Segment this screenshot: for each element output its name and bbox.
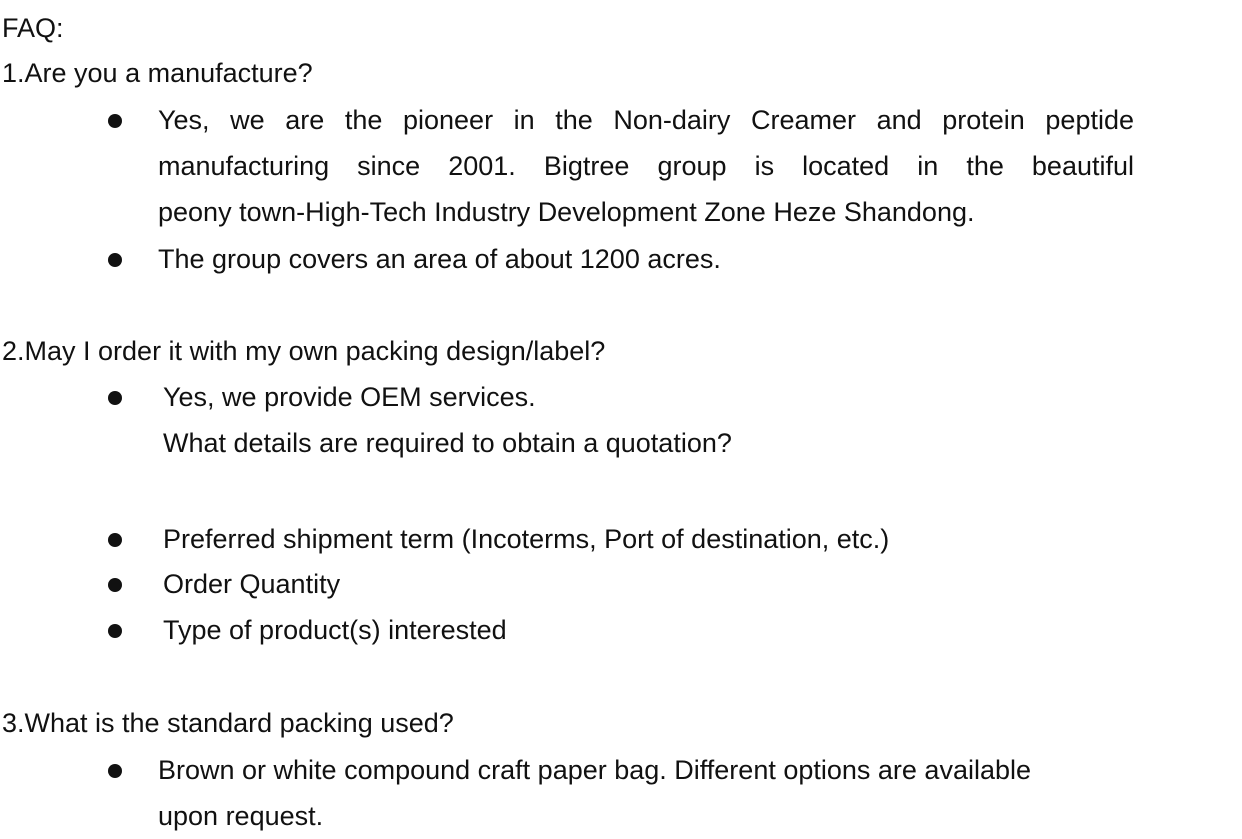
faq-heading: FAQ: xyxy=(2,13,64,43)
answer-2: Yes, we provide OEM services. xyxy=(163,382,536,412)
question-2: 2.May I order it with my own packing design/label? xyxy=(2,336,606,366)
bullet-icon xyxy=(108,578,122,592)
quotation-item-3: Type of product(s) interested xyxy=(163,615,507,645)
quotation-item-1: Preferred shipment term (Incoterms, Port of destination, etc.) xyxy=(163,524,890,554)
bullet-icon xyxy=(108,391,122,405)
question-1: 1.Are you a manufacture? xyxy=(2,58,313,88)
answer-1-item-2: The group covers an area of about 1200 acres. xyxy=(158,244,721,274)
answer-3-line-2: upon request. xyxy=(158,801,324,831)
answer-1-line-2: manufacturing since 2001. Bigtree group is located in the beautiful xyxy=(158,151,1134,181)
bullet-icon xyxy=(108,533,122,547)
bullet-icon xyxy=(108,253,122,267)
question-3: 3.What is the standard packing used? xyxy=(2,708,454,738)
bullet-icon xyxy=(108,624,122,638)
quotation-item-2: Order Quantity xyxy=(163,569,341,599)
answer-3-line-1: Brown or white compound craft paper bag. Different options are available xyxy=(158,755,1032,785)
bullet-icon xyxy=(108,114,122,128)
answer-1-line-1: Yes, we are the pioneer in the Non-dairy Creamer and protein peptide xyxy=(158,105,1134,135)
sub-question-2: What details are required to obtain a quotation? xyxy=(163,428,732,458)
answer-1-line-3: peony town-High-Tech Industry Development Zone Heze Shandong. xyxy=(158,197,975,227)
bullet-icon xyxy=(108,764,122,778)
